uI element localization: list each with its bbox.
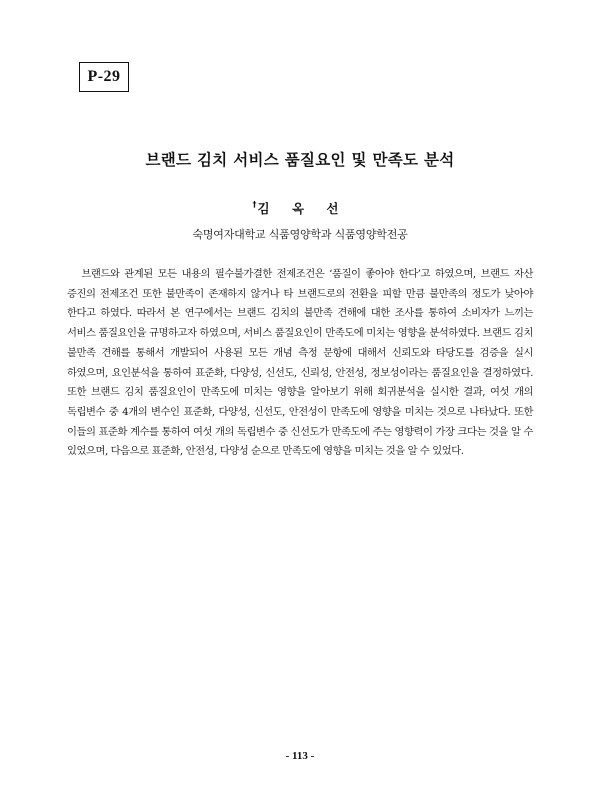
- author-line: [0, 199, 600, 217]
- author-affiliation: 숙명여자대학교 식품영양학과 식품영양학전공: [192, 228, 408, 241]
- abstract-body: 브랜드와 관계된 모든 내용의 필수불가결한 전제조건은 ‘품질이 좋아야 한다’고 하였으며, 브랜드 자산 증진의 전제조건 또한 불만족이 존재하지 않거나 타 브랜드로의 전환을 피할 만큼 불만족의 정도가 낮아야 한다고 하였다. 따라서 본 연구에서는 브랜드 김치의 불만족 견해에 대한 조사를 통하여 소비자가 느끼는 서비스 품질요인을 규명하고자 하였으며, 서비스 품질요인이 만족도에 미치는 영향을 분석하였다. 브랜드 김치 불만족 견해를 통해서 개발되어 사용된 모든 개념 측정 문항에 대해서 신뢰도와 타당도를 검증을 실시 하였으며, 요인분석을 통하여 표준화, 다양성, 신선도, 신뢰성, 안전성, 정보성이라는 품질요인을 결정하였다. 또한 브랜드 김치 품질요인이 만족도에 미치는 영향을 알아보기 위해 회귀분석을 실시한 결과, 여섯 개의 독립변수 중 4개의 변수인 표준화, 다양성, 신선도, 안전성이 만족도에 영향을 미치는 것으로 나타났다. 또한 이들의 표준화 계수를 통하여 여섯 개의 독립변수 중 신선도가 만족도에 주는 영향력이 가장 크다는 것을 알 수 있었으며, 다음으로 표준화, 안전성, 다양성 순으로 만족도에 영향을 미치는 것을 알 수 있었다.: [67, 268, 533, 458]
- paper-title: 브랜드 김치 서비스 품질요인 및 만족도 분석: [145, 151, 455, 169]
- corresponding-author-marker: †: [252, 200, 257, 209]
- author-name: 김 옥 선: [257, 201, 348, 216]
- page-number: - 113 -: [285, 750, 315, 762]
- poster-code: P-29: [87, 68, 121, 85]
- poster-code-box: [79, 62, 129, 92]
